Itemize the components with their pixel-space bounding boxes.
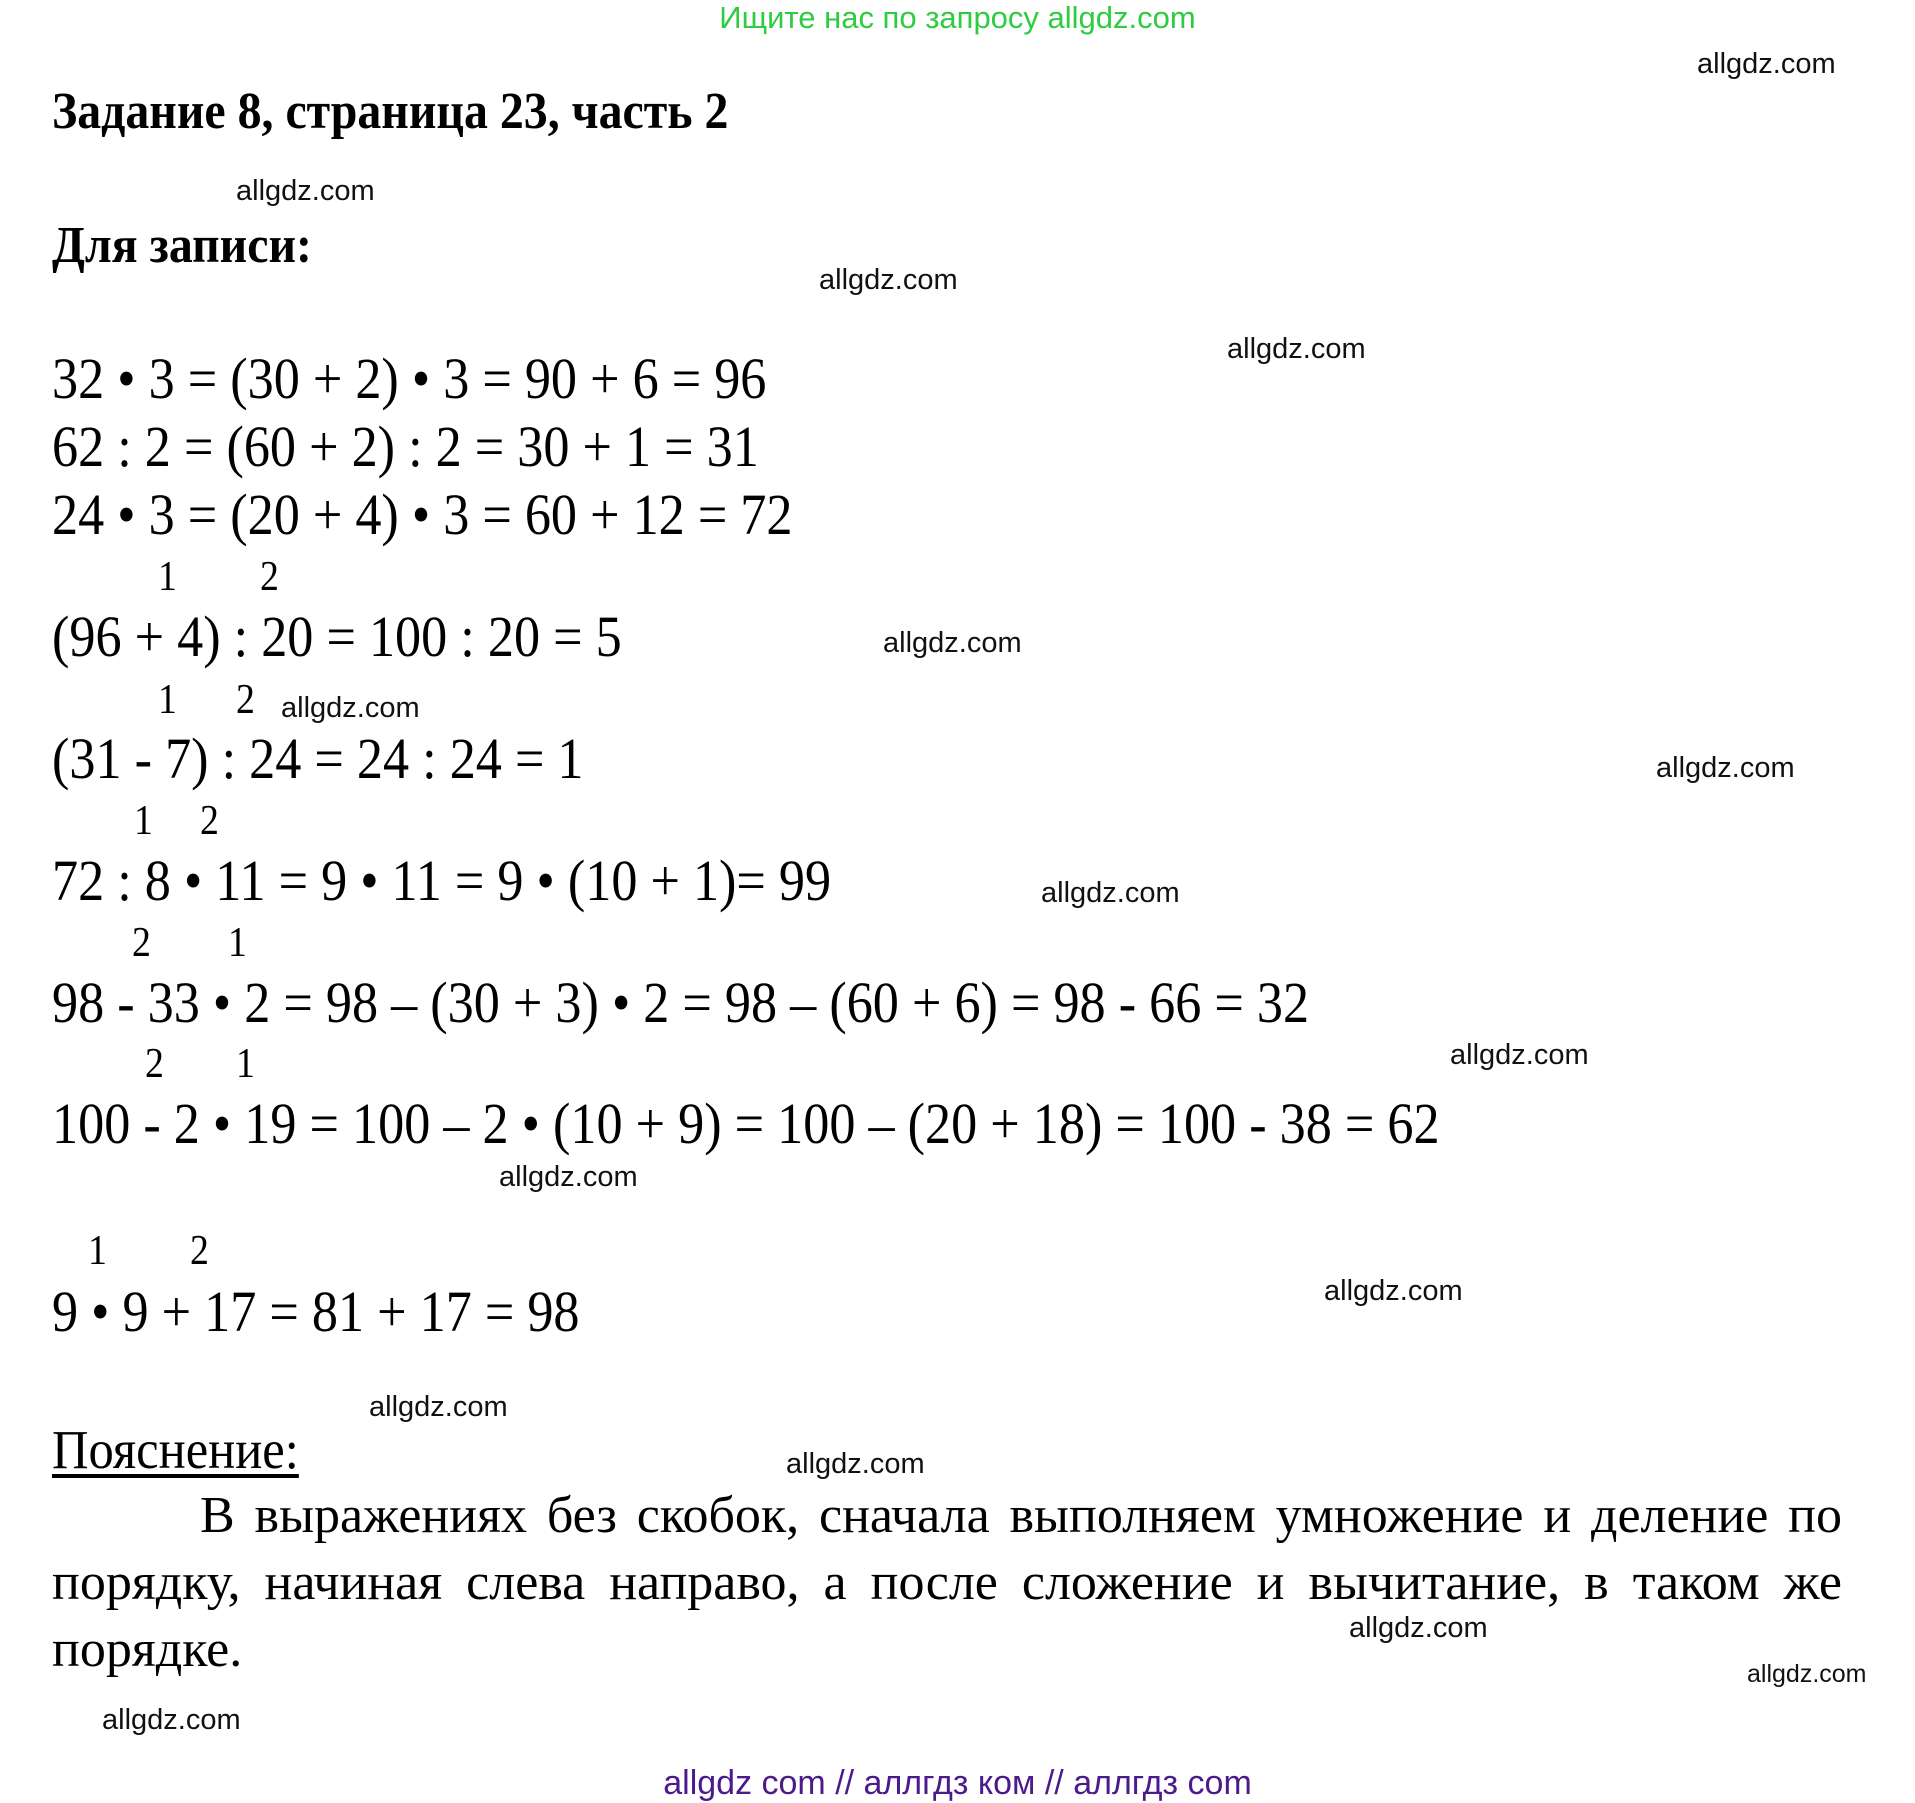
watermark: allgdz.com [1697,48,1836,80]
watermark: allgdz.com [786,1448,925,1480]
explanation-text [52,1482,1842,1683]
footer-links: allgdz com // аллгдз ком // аллгдз com [663,1764,1252,1802]
step-order-number: 1 [228,920,247,966]
watermark: allgdz.com [236,175,375,207]
equation-1: 32 • 3 = (30 + 2) • 3 = 90 + 6 = 96 [52,346,767,411]
step-order-number: 1 [88,1228,107,1274]
equation-2: 62 : 2 = (60 + 2) : 2 = 30 + 1 = 31 [52,414,759,479]
step-order-number: 1 [236,1041,255,1087]
equation-5: (31 - 7) : 24 = 24 : 24 = 1 [52,726,584,791]
step-order-number: 1 [158,677,177,723]
step-order-number: 2 [200,798,219,844]
watermark: allgdz.com [281,692,420,724]
watermark: allgdz.com [1324,1275,1463,1307]
watermark: allgdz.com [1747,1660,1867,1688]
step-order-number: 1 [134,798,153,844]
watermark: allgdz.com [1227,333,1366,365]
explanation-paragraph: В выражениях без скобок, сначала выполняем умножение и деление по порядку, начиная слева направо, а после сложение и вычитание, в таком же порядке. [52,1487,1842,1678]
watermark: allgdz.com [1349,1612,1488,1644]
explanation-heading: Пояснение: [52,1419,299,1480]
equation-4: (96 + 4) : 20 = 100 : 20 = 5 [52,604,622,669]
watermark: allgdz.com [1450,1039,1589,1071]
step-order-number: 2 [236,677,255,723]
equation-9: 9 • 9 + 17 = 81 + 17 = 98 [52,1279,580,1344]
equation-7: 98 - 33 • 2 = 98 – (30 + 3) • 2 = 98 – (60 + 6) = 98 - 66 = 32 [52,970,1310,1035]
watermark: allgdz.com [369,1391,508,1423]
equation-6: 72 : 8 • 11 = 9 • 11 = 9 • (10 + 1)= 99 [52,848,832,913]
page-title: Задание 8, страница 23, часть 2 [52,83,729,140]
search-banner: Ищите нас по запросу allgdz.com [719,0,1196,35]
watermark: allgdz.com [1041,877,1180,909]
watermark: allgdz.com [883,627,1022,659]
section-label: Для записи: [52,217,312,274]
watermark: allgdz.com [819,264,958,296]
equation-8: 100 - 2 • 19 = 100 – 2 • (10 + 9) = 100 – (20 + 18) = 100 - 38 = 62 [52,1091,1440,1156]
watermark: allgdz.com [1656,752,1795,784]
equation-3: 24 • 3 = (20 + 4) • 3 = 60 + 12 = 72 [52,482,793,547]
watermark: allgdz.com [499,1161,638,1193]
step-order-number: 2 [260,554,279,600]
watermark: allgdz.com [102,1704,241,1736]
step-order-number: 2 [132,920,151,966]
step-order-number: 2 [190,1228,209,1274]
step-order-number: 1 [158,554,177,600]
step-order-number: 2 [145,1041,164,1087]
